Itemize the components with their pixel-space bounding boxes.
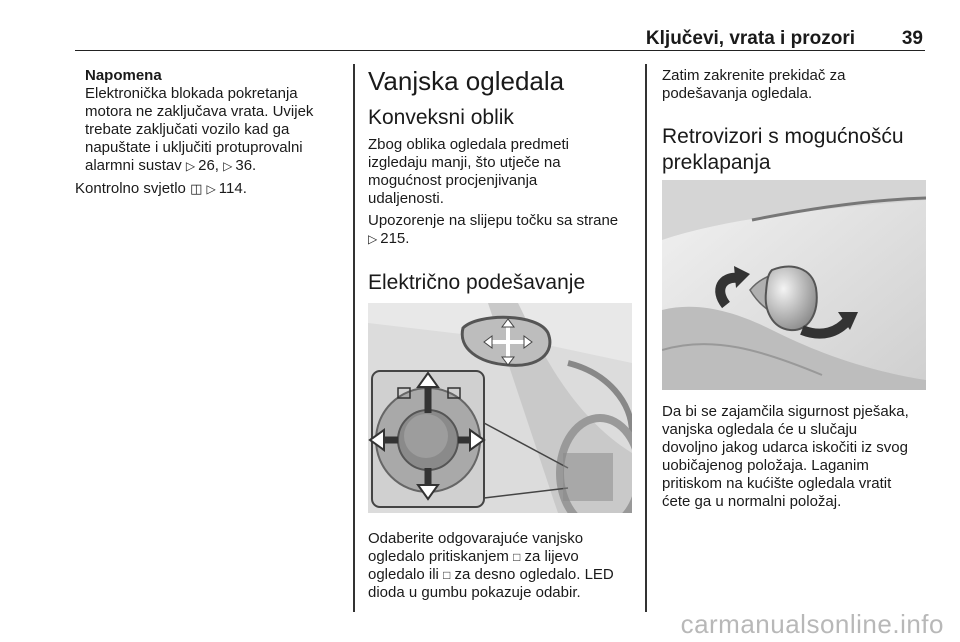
- mirror-warning-icon: ◫: [190, 181, 203, 196]
- chapter-title: Ključevi, vrata i prozori: [645, 28, 855, 49]
- electric-paragraph: Odaberite odgovarajuće vanjsko ogledalo pritiskanjem □ za lijevo ogledalo ili □ za desno ogledalo. LED dioda u gumbu pokazuje odabir.: [368, 530, 614, 601]
- page-ref-icon: ▷: [368, 232, 378, 246]
- page-header: [75, 28, 925, 51]
- rotate-paragraph: Zatim zakrenite prekidač za podešavanja ogledala.: [662, 67, 846, 102]
- left-mirror-icon: □: [513, 550, 521, 564]
- page-ref-link[interactable]: 114.: [218, 180, 247, 197]
- subsection-folding: Retrovizori s mogućnošću preklapanja: [662, 125, 904, 174]
- page-ref-link[interactable]: 26,: [198, 157, 219, 174]
- note-title: Napomena: [85, 67, 162, 84]
- mirror-switch-illustration: [368, 303, 632, 513]
- blind-spot-paragraph: Upozorenje na slijepu točku sa strane ▷ 215.: [368, 212, 619, 247]
- note-line-5: alarmni sustav ▷ 26, ▷ 36.: [85, 157, 257, 174]
- convex-paragraph: Zbog oblika ogledala predmeti izgledaju manji, što utječe na mogućnost procjenjivanja udaljenosti.: [368, 136, 569, 207]
- folding-paragraph: Da bi se zajamčila sigurnost pješaka, vanjska ogledala će u slučaju dovoljno jakog udarca iskočiti iz svog uobičajenog položaja. Laganim pritiskom na kućište ogledala vratit ćete ga u normalni položaj.: [662, 403, 909, 510]
- note-line-4: napuštate i uključiti protuprovalni: [85, 139, 303, 156]
- note-line-1: Elektronička blokada pokretanja: [85, 85, 298, 102]
- subsection-electric: Električno podešavanje: [368, 271, 586, 294]
- column-divider-2: [645, 64, 647, 612]
- note-line-3: trebate zaključati vozilo kad ga: [85, 121, 290, 138]
- note-block: [85, 67, 347, 175]
- subsection-convex: Konveksni oblik: [368, 106, 514, 129]
- page-ref-link[interactable]: 36.: [235, 157, 257, 174]
- page-ref-link[interactable]: 215.: [380, 230, 410, 247]
- right-mirror-icon: □: [443, 568, 451, 582]
- page-ref-icon: ▷: [223, 159, 233, 173]
- note-line-2: motora ne zaključava vrata. Uvijek: [85, 103, 314, 120]
- page-number: 39: [901, 28, 923, 49]
- column-divider-1: [353, 64, 355, 612]
- page-ref-icon: ▷: [185, 159, 196, 173]
- page-ref-icon: ▷: [206, 182, 216, 196]
- site-watermark: carmanualsonline.info: [680, 609, 944, 639]
- control-light-line: Kontrolno svjetlo ◫ ▷ 114.: [75, 180, 247, 197]
- folding-mirror-illustration: [662, 180, 926, 390]
- section-title: Vanjska ogledala: [368, 66, 565, 96]
